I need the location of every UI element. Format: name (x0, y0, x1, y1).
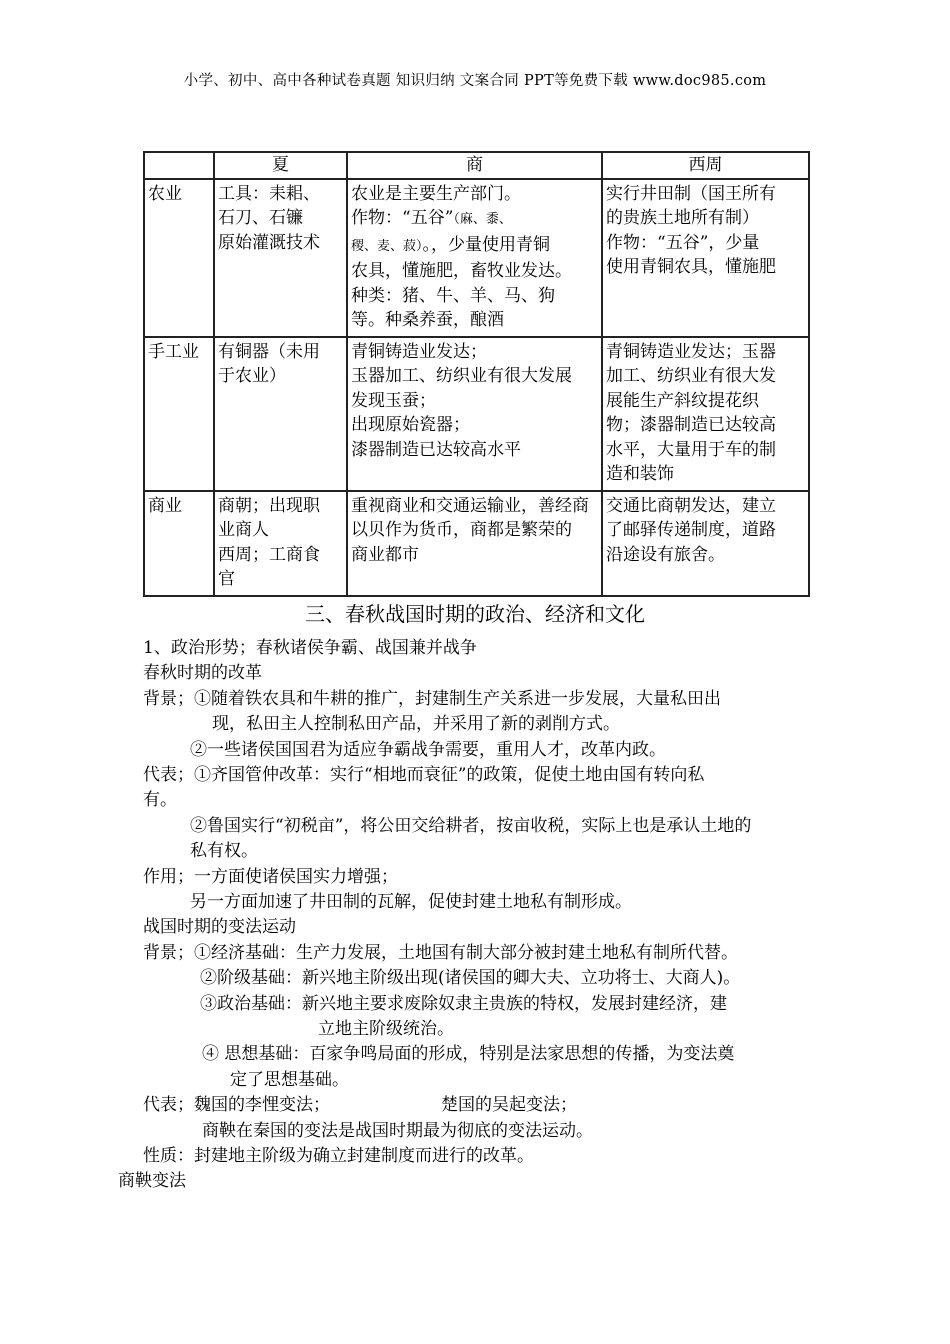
cell-xia (214, 337, 347, 491)
cell-line: 业商人 (218, 520, 269, 540)
text-line: ②阶级基础：新兴地主阶级出现(诸侯国的卿大夫、立功将士、大商人)。 (200, 968, 741, 988)
cell-line: 石刀、石镰 (218, 208, 303, 228)
cell-line: 重视商业和交通运输业，善经商 (351, 495, 589, 516)
text-line: 作用；一方面使诸侯国实力增强； (143, 867, 398, 887)
text-line: 楚国的吴起变法； (441, 1095, 577, 1115)
cell-line: 玉器加工、纺织业有很大发展 (351, 366, 572, 386)
cell-line: 以贝作为货币，商都是繁荣的 (351, 520, 572, 540)
subheading-shang-yang-reform: 商鞅变法 (118, 1171, 186, 1191)
cell-line: 西周；工商食 (218, 544, 320, 565)
economy-table (143, 151, 810, 597)
page-header: 小学、初中、高中各种试卷真题 知识归纳 文案合同 PPT等免费下载 www.doc985.com (183, 73, 767, 89)
text-line: 性质：封建地主阶级为确立封建制度而进行的改革。 (143, 1146, 534, 1166)
cell-line: 使用青铜农具，懂施肥 (606, 257, 776, 277)
cell-line: 漆器制造已达较高水平 (351, 439, 521, 460)
cell-line: 展能生产斜纹提花织 (606, 390, 759, 411)
cell-line: 沿途设有旅舍。 (606, 544, 725, 565)
cell-line: 农具，懂施肥，畜牧业发达。 (351, 261, 572, 281)
cell-line: 商业都市 (351, 544, 419, 565)
cell-line: 水平，大量用于车的制 (606, 439, 776, 460)
text-line: ②鲁国实行“初税亩”，将公田交给耕者，按亩收税，实际上也是承认土地的 (190, 816, 752, 836)
text-line: 代表；魏国的李悝变法； (143, 1095, 330, 1115)
cell-line: 原始灌溉技术 (218, 232, 320, 253)
text-line: 立地主阶级统治。 (318, 1019, 454, 1039)
cell-xia (214, 491, 347, 596)
cell-line: 了邮驿传递制度，道路 (606, 520, 776, 540)
crop-suffix: 。，少量使用青铜 (422, 234, 551, 255)
text-line: ④ 思想基础：百家争鸣局面的形成，特别是法家思想的传播，为变法奠 (202, 1044, 735, 1064)
cell-shang (347, 491, 602, 596)
cell-line (351, 233, 599, 260)
header-cell-shang: 商 (347, 152, 602, 179)
cell-line: 商朝；出现职 (218, 495, 320, 516)
cell-line: 物；漆器制造已达较高 (606, 415, 776, 435)
text-line: ③政治基础：新兴地主要求废除奴隶主贵族的特权，发展封建经济，建 (200, 994, 727, 1014)
cell-shang (347, 179, 602, 337)
cell-xizhou (602, 491, 809, 596)
cell-line: 实行井田制（国王所有 (606, 183, 776, 204)
table-row-agriculture (144, 179, 809, 337)
heading-political-situation: 1、政治形势；春秋诸侯争霸、战国兼并战争 (143, 638, 477, 658)
cell-line: 农业是主要生产部门。 (351, 183, 521, 204)
cell-line: 加工、纺织业有很大发 (606, 366, 776, 386)
cell-line: 作物：“五谷”，少量 (606, 232, 760, 253)
table-header-row (144, 152, 809, 179)
row-label: 商业 (144, 491, 214, 596)
cell-line: 出现原始瓷器； (351, 415, 470, 435)
cell-line: 种类：猪、牛、羊、马、狗 (351, 285, 555, 306)
table-row-commerce (144, 491, 809, 596)
cell-line: 的贵族土地所有制） (606, 208, 759, 228)
cell-line: 于农业） (218, 366, 286, 386)
cell-line: 有铜器（未用 (218, 341, 320, 362)
cell-line: 发现玉蚕； (351, 390, 436, 411)
cell-xia (214, 179, 347, 337)
subheading-warring-states-reforms: 战国时期的变法运动 (143, 917, 296, 937)
header-cell-xia: 夏 (214, 152, 347, 179)
section-title: 三、春秋战国时期的政治、经济和文化 (305, 602, 645, 626)
cell-line: 官 (218, 569, 235, 589)
text-line: 有。 (143, 790, 177, 810)
cell-xizhou (602, 179, 809, 337)
row-label: 手工业 (144, 337, 214, 491)
cell-line: 造和装饰 (606, 464, 674, 484)
cell-line: 工具：耒耜、 (218, 183, 320, 204)
cell-shang (347, 337, 602, 491)
crop-note: 稷、麦、菽） (351, 238, 423, 254)
text-line: 商鞅在秦国的变法是战国时期最为彻底的变法运动。 (202, 1121, 593, 1141)
cell-line: 交通比商朝发达，建立 (606, 495, 776, 516)
table-row-handicraft (144, 337, 809, 491)
text-line: ②一些诸侯国国君为适应争霸战争需要，重用人才，改革内政。 (190, 740, 666, 760)
cell-xizhou (602, 337, 809, 491)
text-line: 私有权。 (190, 841, 258, 861)
cell-line: 青铜铸造业发达；玉器 (606, 341, 776, 362)
text-line: 另一方面加速了井田制的瓦解，促使封建土地私有制形成。 (190, 892, 632, 912)
row-label: 农业 (144, 179, 214, 337)
crop-note: （麻、黍、 (453, 212, 512, 227)
text-line: 定了思想基础。 (230, 1070, 349, 1090)
subheading-spring-autumn-reforms: 春秋时期的改革 (143, 663, 262, 683)
crop-prefix: 作物：“五谷” (351, 208, 454, 228)
header-cell-empty (144, 152, 214, 179)
text-line: 现，私田主人控制私田产品，并采用了新的剥削方式。 (212, 714, 620, 734)
text-line: 背景；①随着铁农具和牛耕的推广，封建制生产关系进一步发展，大量私田出 (143, 689, 721, 709)
text-line: 代表；①齐国管仲改革：实行“相地而衰征”的政策，促使土地由国有转向私 (143, 765, 705, 785)
cell-line: 青铜铸造业发达； (351, 341, 487, 362)
cell-line: 等。种桑养蚕，酿酒 (351, 310, 504, 330)
header-cell-xizhou: 西周 (602, 152, 809, 179)
cell-line (351, 206, 599, 233)
text-line: 背景；①经济基础：生产力发展，土地国有制大部分被封建土地私有制所代替。 (143, 943, 738, 963)
